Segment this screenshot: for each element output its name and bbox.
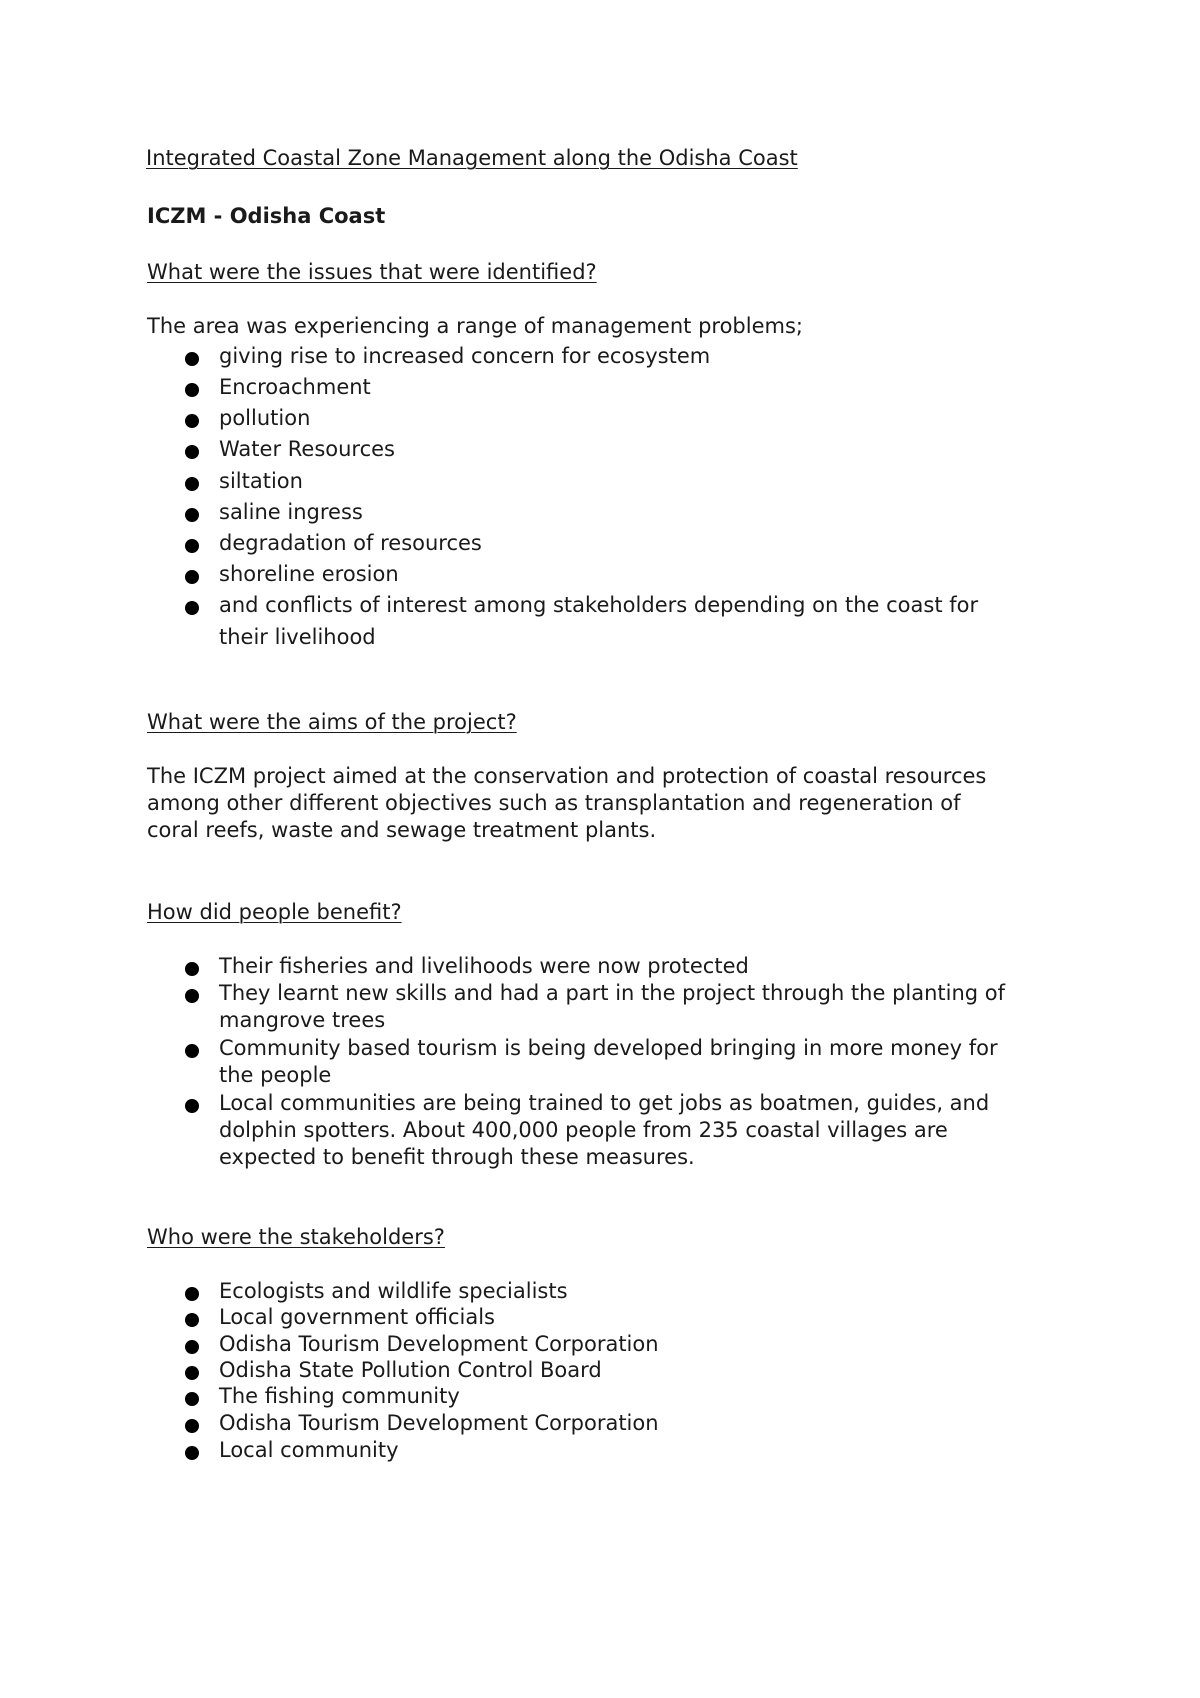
bullet-icon	[185, 383, 199, 397]
bullet-icon	[185, 477, 199, 491]
list-item-text: Local government officials	[219, 1305, 495, 1329]
list-item-text: Odisha Tourism Development Corporation	[219, 1332, 659, 1356]
list-item-text: Odisha Tourism Development Corporation	[219, 1411, 659, 1435]
document-title: Integrated Coastal Zone Management along the Odisha Coast	[146, 146, 798, 170]
bullet-icon	[185, 570, 199, 584]
bullet-icon	[185, 445, 199, 459]
list-item-text: Ecologists and wildlife specialists	[219, 1279, 568, 1303]
list-item-text: Water Resources	[219, 437, 395, 461]
bullet-icon	[185, 601, 199, 615]
list-item-text: Their fisheries and livelihoods were now protected	[219, 954, 749, 978]
list-item-text: saline ingress	[219, 500, 363, 524]
list-item-text: The fishing community	[219, 1384, 460, 1408]
list-item-text: and conflicts of interest among stakeholders depending on the coast for	[219, 593, 979, 617]
issues-heading: What were the issues that were identified?	[147, 260, 597, 284]
list-item-text-continued: the people	[219, 1063, 332, 1087]
aims-line: among other different objectives such as transplantation and regeneration of	[147, 791, 961, 815]
bullet-icon	[185, 1419, 199, 1433]
bullet-icon	[185, 539, 199, 553]
list-item-text: Local community	[219, 1438, 399, 1462]
bullet-icon	[185, 962, 199, 976]
list-item-text: giving rise to increased concern for ecosystem	[219, 344, 711, 368]
benefit-heading: How did people benefit?	[147, 900, 402, 924]
document-subtitle: ICZM - Odisha Coast	[147, 204, 386, 228]
bullet-icon	[185, 1392, 199, 1406]
list-item-text-continued: expected to benefit through these measures.	[219, 1145, 695, 1169]
list-item-text-continued: mangrove trees	[219, 1008, 386, 1032]
bullet-icon	[185, 508, 199, 522]
issues-intro: The area was experiencing a range of management problems;	[147, 314, 803, 338]
list-item-text: Community based tourism is being developed bringing in more money for	[219, 1036, 998, 1060]
bullet-icon	[185, 1366, 199, 1380]
aims-line: coral reefs, waste and sewage treatment plants.	[147, 818, 657, 842]
list-item-text-continued: dolphin spotters. About 400,000 people from 235 coastal villages are	[219, 1118, 948, 1142]
list-item-text: pollution	[219, 406, 311, 430]
list-item-text: Odisha State Pollution Control Board	[219, 1358, 602, 1382]
bullet-icon	[185, 352, 199, 366]
bullet-icon	[185, 414, 199, 428]
bullet-icon	[185, 1044, 199, 1058]
list-item-text: Encroachment	[219, 375, 371, 399]
list-item-text: Local communities are being trained to get jobs as boatmen, guides, and	[219, 1091, 990, 1115]
list-item-text: They learnt new skills and had a part in the project through the planting of	[219, 981, 1006, 1005]
stakeholders-heading: Who were the stakeholders?	[147, 1225, 445, 1249]
bullet-icon	[185, 989, 199, 1003]
list-item-text: degradation of resources	[219, 531, 482, 555]
aims-line: The ICZM project aimed at the conservation and protection of coastal resources	[147, 764, 987, 788]
list-item-text-continued: their livelihood	[219, 625, 376, 649]
list-item-text: shoreline erosion	[219, 562, 399, 586]
bullet-icon	[185, 1099, 199, 1113]
bullet-icon	[185, 1313, 199, 1327]
bullet-icon	[185, 1446, 199, 1460]
bullet-icon	[185, 1287, 199, 1301]
bullet-icon	[185, 1340, 199, 1354]
list-item-text: siltation	[219, 469, 303, 493]
aims-heading: What were the aims of the project?	[147, 710, 517, 734]
